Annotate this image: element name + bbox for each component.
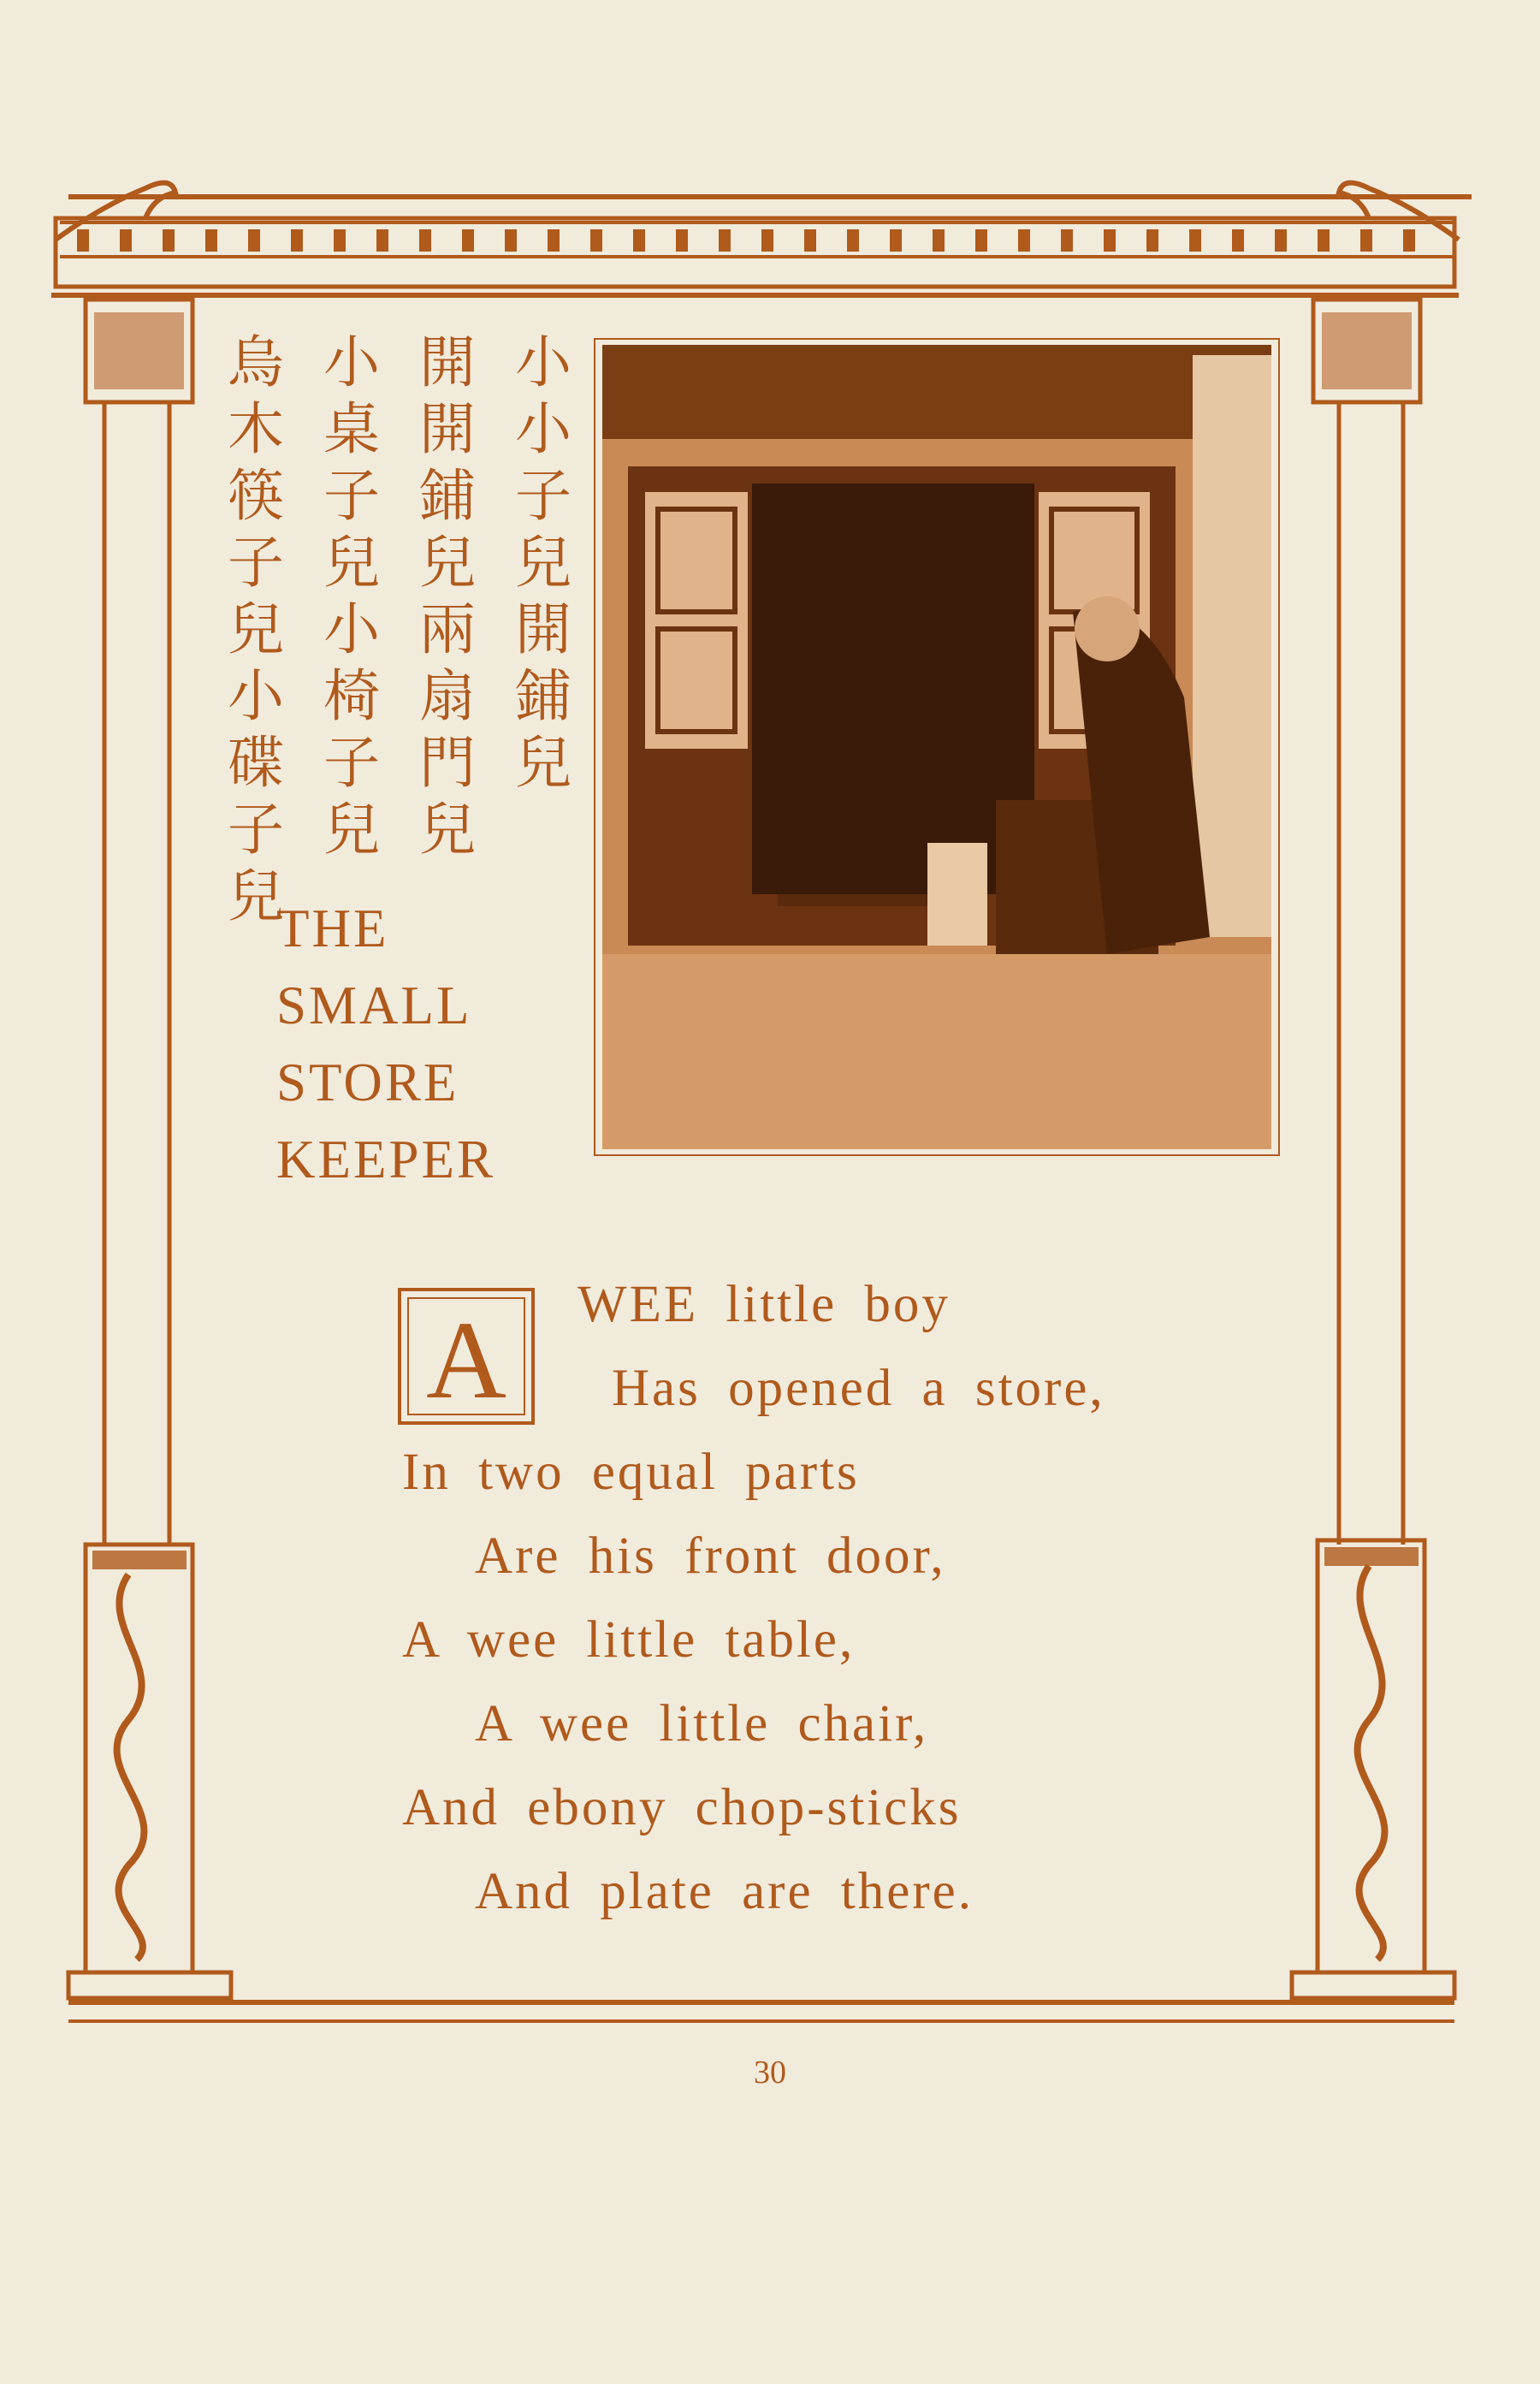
title-word: THE — [276, 898, 389, 958]
poem-line: Are his front door, — [475, 1527, 946, 1585]
roof-band — [56, 218, 1454, 287]
storefront-photo — [594, 338, 1280, 1156]
page-number: 30 — [754, 2055, 786, 2090]
poem-line: WEE little boy — [578, 1276, 951, 1333]
title-word: STORE — [276, 1053, 459, 1112]
poem-line: A wee little chair, — [475, 1695, 929, 1752]
chinese-line-1: 小小子兒開鋪兒 — [515, 329, 572, 796]
poem-line: Has opened a store, — [612, 1360, 1105, 1417]
chinese-line-2: 開開鋪兒兩扇門兒 — [419, 329, 476, 863]
chinese-line-4: 烏木筷子兒小碟子兒 — [228, 329, 284, 929]
poem-line: And plate are there. — [475, 1863, 974, 1920]
poem-line: A wee little table, — [402, 1611, 856, 1669]
left-pillar-dragon-panel — [86, 1545, 192, 1972]
title-word: KEEPER — [276, 1130, 496, 1189]
poem-title — [276, 890, 495, 1198]
right-pillar-dragon-panel — [1318, 1540, 1424, 1972]
poem-line: In two equal parts — [402, 1444, 860, 1501]
chinese-line-3: 小桌子兒小椅子兒 — [323, 329, 380, 863]
drop-cap-letter: A — [426, 1299, 506, 1422]
poem-line: And ebony chop-sticks — [402, 1779, 962, 1836]
title-word: SMALL — [276, 976, 472, 1035]
drop-cap — [398, 1288, 535, 1425]
